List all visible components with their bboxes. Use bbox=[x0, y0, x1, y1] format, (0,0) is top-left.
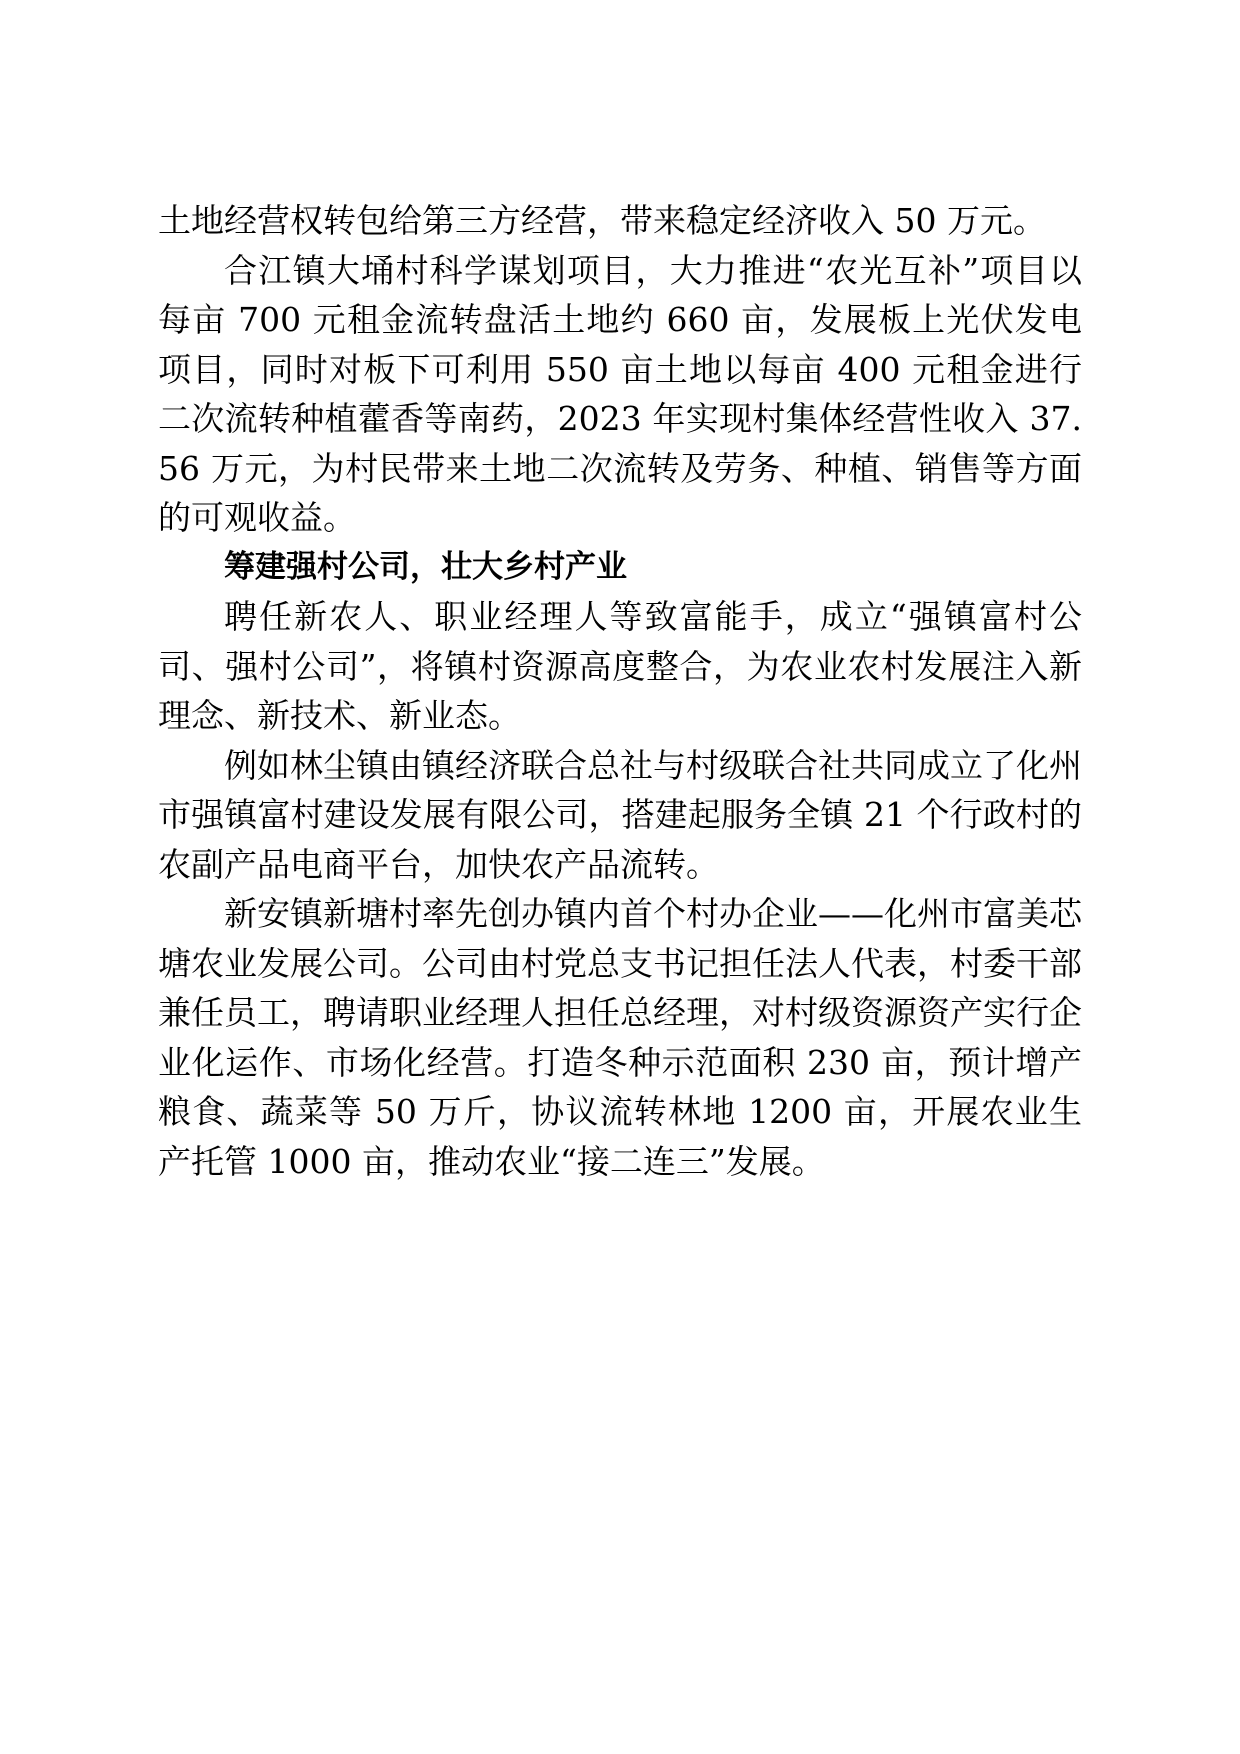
paragraph-linchen-ecommerce: 例如林尘镇由镇经济联合总社与村级联合社共同成立了化州市强镇富村建设发展有限公司，搭建起服务全镇 21 个行政村的农副产品电商平台，加快农产品流转。 bbox=[158, 745, 1082, 884]
section-heading-village-company: 筹建强村公司，壮大乡村产业 bbox=[224, 548, 627, 585]
document-body bbox=[158, 196, 1082, 1186]
paragraph-land-lease-income: 土地经营权转包给第三方经营，带来稳定经济收入 50 万元。 bbox=[158, 201, 1046, 240]
paragraph-hire-new-farmers: 聘任新农人、职业经理人等致富能手，成立“强镇富村公司、强村公司”，将镇村资源高度整合，为农业农村发展注入新理念、新技术、新业态。 bbox=[158, 597, 1082, 735]
paragraph-xinan-village-enterprise: 新安镇新塘村率先创办镇内首个村办企业——化州市富美芯塘农业发展公司。公司由村党总支书记担任法人代表，村委干部兼任员工，聘请职业经理人担任总经理，对村级资源资产实行企业化运作、市场化经营。打造冬种示范面积 230 亩，预计增产粮食、蔬菜等 50 万斤，协议流转林地 1200 亩，开展农业生产托管 1000 亩，推动农业“接二连三”发展。 bbox=[158, 894, 1082, 1181]
paragraph-hejiang-agrivoltaic: 合江镇大埇村科学谋划项目，大力推进“农光互补”项目以每亩 700 元租金流转盘活土地约 660 亩，发展板上光伏发电项目，同时对板下可利用 550 亩土地以每亩 400 元租金进行二次流转种植藿香等南药，2023 年实现村集体经营性收入 37.56 万元，为村民带来土地二次流转及劳务、种植、销售等方面的可观收益。 bbox=[158, 250, 1082, 537]
